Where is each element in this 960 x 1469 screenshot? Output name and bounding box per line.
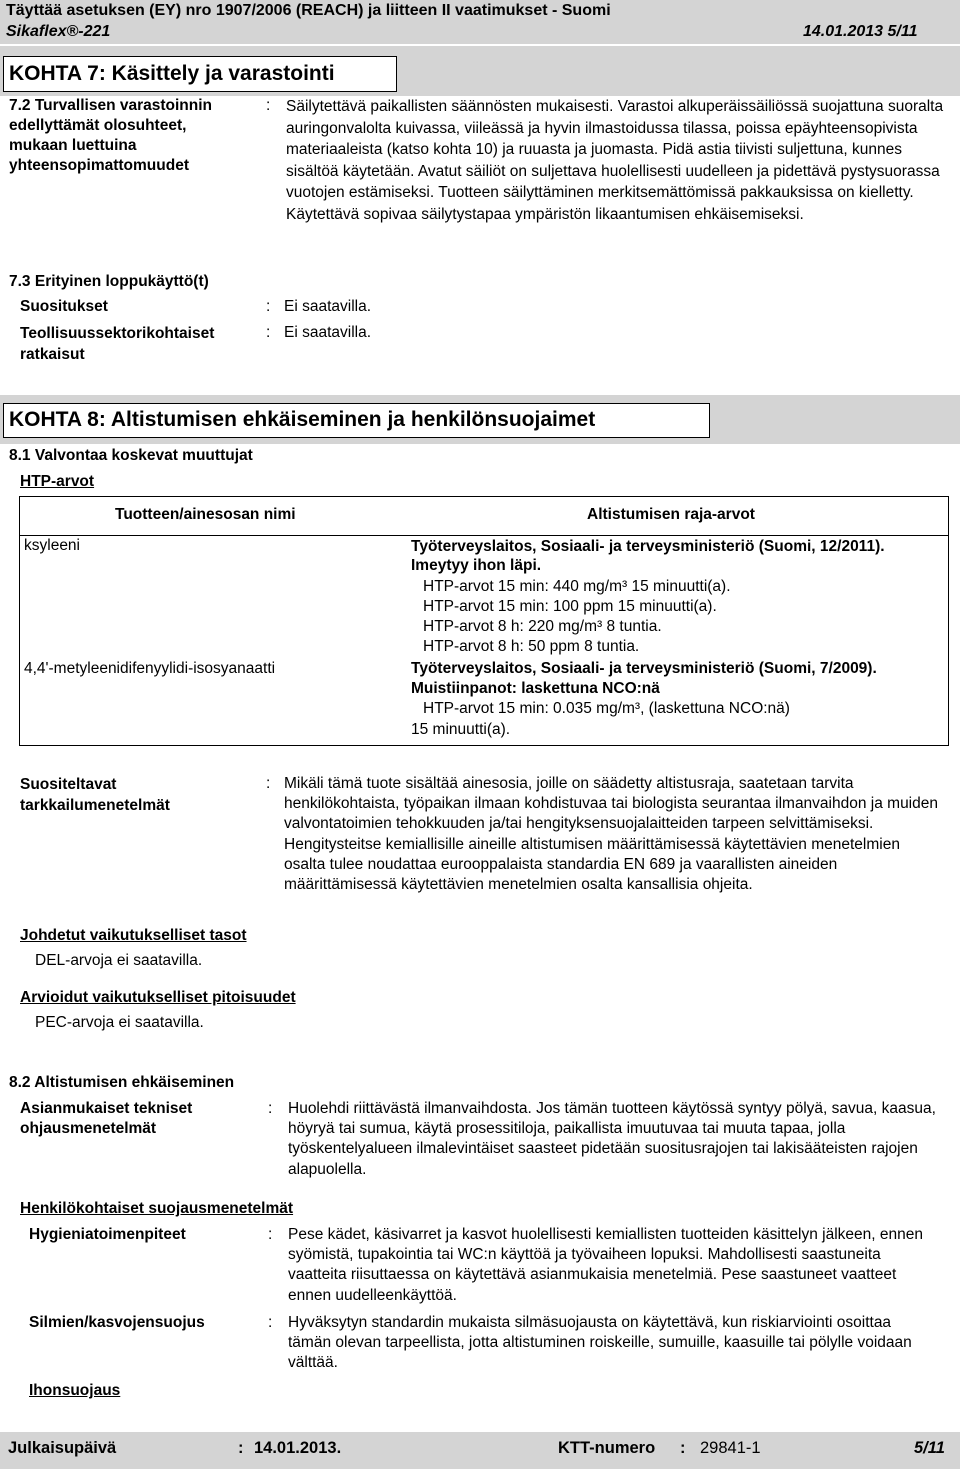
footer-pub-value: 14.01.2013. (254, 1439, 342, 1457)
industry-colon: : (266, 324, 271, 341)
header-product: Sikaflex®-221 (6, 23, 111, 40)
hygiene-text: Pese kädet, käsivarret ja kasvot huolellisesti kemiallisten tuotteiden käsittelyn jälkeen, ennen syömistä, tupakointia tai WC:n käyttöä ja työvaiheen lopuksi. Mahdollisesti saastuneita vaatteita riisuttaessa on käytettävä asianmukaisia menetelmiä. Pese saastuneet vaatteet ennen uudelleenkäyttöä. (288, 1226, 923, 1304)
monitoring-text: Mikäli tämä tuote sisältää ainesosia, joille on säädetty altistusraja, saatetaan tarvita henkilökohtaista, työpaikan ilmaan kohdistuvaa tai biologista seurantaa ilmanvaihdon ja muiden valvontatoimien tehokkuuden ja/tai hengityksensuojalaitteiden tarpeen selvittämiseksi. Hengitysteitse kemiallisille aineille altistumisen määrittämisessä käytettävien menetelmien osalta tulee noudattaa eurooppalaista standardia EN 689 ja vaarallisten aineiden määrittämisessä käytettävien menetelmien osalta kansallisia ohjeita. (284, 775, 938, 894)
section8-title-box (3, 403, 710, 438)
footer-ktt-label: KTT-numero (558, 1439, 656, 1457)
table-row-1-name: ksyleeni (24, 537, 80, 554)
monitoring-label: Suositeltavat tarkkailumenetelmät (20, 776, 170, 814)
eye-label: Silmien/kasvojensuojus (29, 1314, 205, 1331)
hygiene-colon: : (268, 1226, 273, 1243)
sub73-title: 7.3 Erityinen loppukäyttö(t) (9, 273, 209, 290)
recommendations-value: Ei saatavilla. (284, 298, 372, 315)
table-header-divider (20, 535, 948, 536)
table-row-1-source: Työterveyslaitos, Sosiaali- ja terveysministeriö (Suomi, 12/2011). Imeytyy ihon läpi. (411, 538, 885, 574)
footer-pub-colon: : (238, 1439, 244, 1457)
footer-bar (0, 1432, 960, 1469)
table-row-2-tail: 15 minuutti(a). (411, 721, 511, 738)
skin-label: Ihonsuojaus (29, 1382, 121, 1399)
engineering-colon: : (268, 1100, 273, 1117)
header-date-page: 14.01.2013 5/11 (803, 23, 918, 40)
sub72-text: Säilytettävä paikallisten säännösten mukaisesti. Varastoi alkuperäissäiliössä suojattuna suoralta auringonvalolta kuivassa, viileässä ja hyvin ilmastoidussa tilassa, poissa epäyhteensopivista materiaaleista (katso kohta 10) ja ruuasta ja juomasta. Pidä astia tiivisti suljettuna, kunnes sisältöä käytetään. Avatut säiliöt on suljettava huolellisesti uudelleen ja pidettävä pystysuorassa vuotojen estämiseksi. Tuotteen säilyttäminen merkitsemättömissä pakkauksissa on kielletty. Käytettävä sopivaa säilytystapaa ympäristön likaantumisen ehkäisemiseksi. (286, 98, 944, 223)
footer-pub-label: Julkaisupäivä (8, 1439, 117, 1457)
recommendations-label: Suositukset (20, 298, 108, 315)
engineering-text: Huolehdi riittävästä ilmanvaihdosta. Jos tämän tuotteen käytössä syntyy pölyä, savua, kaasua, höyryä tai sumua, käytä prosessitiloja, paikallista imuutuvaa tai muuta tapaa, jolla työskentelyalueen ilmalevintäiset saasteet pidetään suositusrajojen tai lakisääteisten rajojen alapuolella. (288, 1100, 936, 1178)
recommendations-colon: : (266, 298, 271, 315)
table-row-1-value-3: HTP-arvot 8 h: 220 mg/m³ 8 tuntia. (423, 618, 662, 635)
table-col2-header: Altistumisen raja-arvot (587, 506, 755, 523)
sub72-colon: : (266, 97, 271, 114)
htp-title: HTP-arvot (20, 473, 95, 490)
sub72-label: 7.2 Turvallisen varastoinnin edellyttämät olosuhteet, mukaan luettuina yhteensopimattomuudet (9, 97, 213, 174)
industry-value: Ei saatavilla. (284, 324, 372, 341)
section7-title-box (3, 56, 397, 92)
table-row-2-value-1: HTP-arvot 15 min: 0.035 mg/m³, (laskettuna NCO:nä) (423, 700, 790, 717)
del-title: Johdetut vaikutukselliset tasot (20, 927, 247, 944)
eye-text: Hyväksytyn standardin mukaista silmäsuojausta on käytettävä, kun riskiarviointi osoittaa tämän olevan tarpeellista, jotta altistuminen roiskeille, sumuille, kaasuille tai pölylle voidaan välttää. (288, 1314, 912, 1372)
table-row-2-name: 4,4'-metyleenidifenyylidi-isosyanaatti (24, 660, 276, 677)
pec-text: PEC-arvoja ei saatavilla. (35, 1014, 204, 1031)
footer-page: 5/11 (914, 1439, 945, 1457)
section7-title: KOHTA 7: Käsittely ja varastointi (9, 62, 335, 85)
del-text: DEL-arvoja ei saatavilla. (35, 952, 203, 969)
ppe-title: Henkilökohtaiset suojausmenetelmät (20, 1200, 294, 1217)
eye-colon: : (268, 1314, 273, 1331)
sub82-title: 8.2 Altistumisen ehkäiseminen (9, 1074, 235, 1091)
industry-label: Teollisuussektorikohtaiset ratkaisut (20, 325, 215, 363)
hygiene-label: Hygieniatoimenpiteet (29, 1226, 186, 1243)
header-regulation: Täyttää asetuksen (EY) nro 1907/2006 (REACH) ja liitteen II vaatimukset - Suomi (6, 2, 611, 19)
table-row-2-source: Työterveyslaitos, Sosiaali- ja terveysministeriö (Suomi, 7/2009). Muistiinpanot: laskettuna NCO:nä (411, 660, 877, 697)
table-row-1-value-1: HTP-arvot 15 min: 440 mg/m³ 15 minuutti(a). (423, 578, 731, 595)
section8-title: KOHTA 8: Altistumisen ehkäiseminen ja henkilönsuojaimet (9, 408, 596, 431)
footer-ktt-value: 29841-1 (700, 1439, 761, 1457)
pec-title: Arvioidut vaikutukselliset pitoisuudet (20, 989, 296, 1006)
table-row-1-value-2: HTP-arvot 15 min: 100 ppm 15 minuutti(a). (423, 598, 717, 615)
engineering-label: Asianmukaiset tekniset ohjausmenetelmät (20, 1100, 193, 1137)
table-col1-header: Tuotteen/ainesosan nimi (115, 506, 296, 523)
table-row-1-value-4: HTP-arvot 8 h: 50 ppm 8 tuntia. (423, 638, 640, 655)
sub81-title: 8.1 Valvontaa koskevat muuttujat (9, 447, 253, 464)
footer-ktt-colon: : (680, 1439, 686, 1457)
monitoring-colon: : (266, 775, 271, 792)
